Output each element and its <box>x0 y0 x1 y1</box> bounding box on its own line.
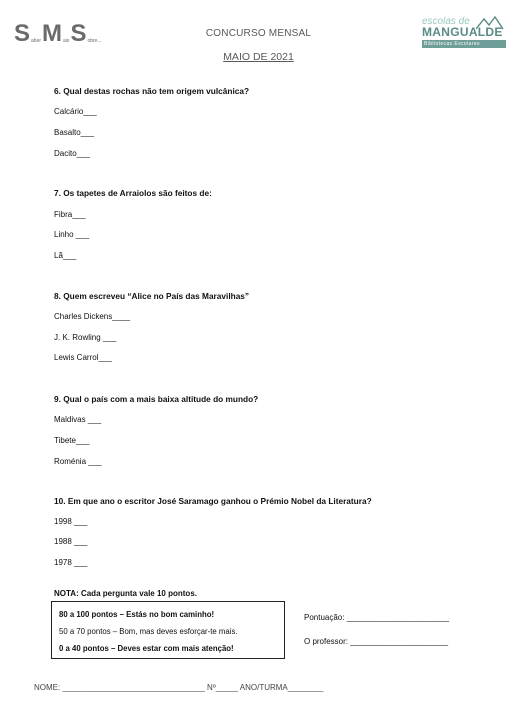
logo-word-ais: ais <box>63 38 70 44</box>
option: 1978 ___ <box>54 558 88 567</box>
page-title: CONCURSO MENSAL <box>205 28 312 39</box>
option: Basalto___ <box>54 128 95 137</box>
pontuacao-field[interactable]: Pontuação: _______________________ <box>304 613 450 622</box>
logo-word-obre: obre... <box>87 38 102 44</box>
score-scale-box <box>51 601 285 659</box>
logo-word-aber: aber <box>31 38 42 44</box>
professor-field[interactable]: O professor: ______________________ <box>304 637 449 646</box>
option: Maldivas ___ <box>54 415 102 424</box>
nota-text: NOTA: Cada pergunta vale 10 pontos. <box>54 589 197 598</box>
scale-line: 50 a 70 pontos – Bom, mas deves esforçar-te mais. <box>59 627 238 636</box>
option: 1988 ___ <box>54 537 88 546</box>
question-10: 10. Em que ano o escritor José Saramago ganhou o Prémio Nobel da Literatura? <box>54 496 372 506</box>
student-info-line[interactable]: NOME: ________________________________ Nº_____ ANO/TURMA________ <box>34 683 324 692</box>
escolas-mangualde-logo <box>422 16 506 52</box>
option: Roménia ___ <box>54 457 102 466</box>
logo-letter-s1: S <box>14 20 31 47</box>
question-9: 9. Qual o país com a mais baixa altitude do mundo? <box>54 394 259 404</box>
scale-line: 0 a 40 pontos – Deves estar com mais atenção! <box>59 644 234 653</box>
option: Calcário___ <box>54 107 97 116</box>
option: Charles Dickens____ <box>54 312 131 321</box>
scale-line: 80 a 100 pontos – Estás no bom caminho! <box>59 610 215 619</box>
option: Lewis Carrol___ <box>54 353 112 362</box>
mountain-icon <box>476 16 504 30</box>
logo-line1: escolas de <box>422 16 470 27</box>
question-6: 6. Qual destas rochas não tem origem vulcânica? <box>54 86 250 96</box>
option: Dacito___ <box>54 149 91 158</box>
page-subtitle: MAIO DE 2021 <box>223 51 294 63</box>
option: Linho ___ <box>54 230 90 239</box>
logo-letter-s2: S <box>70 20 87 47</box>
question-7: 7. Os tapetes de Arraiolos são feitos de: <box>54 188 212 198</box>
option: J. K. Rowling ___ <box>54 333 117 342</box>
logo-letter-m: M <box>42 20 63 47</box>
option: Lã___ <box>54 251 77 260</box>
option: Tibete___ <box>54 436 90 445</box>
option: Fibra___ <box>54 210 86 219</box>
logo-line3: Bibliotecas Escolares <box>422 40 506 48</box>
option: 1998 ___ <box>54 517 88 526</box>
logo-line2: MANGUALDE <box>422 25 503 39</box>
question-8: 8. Quem escreveu “Alice no País das Maravilhas” <box>54 291 250 301</box>
